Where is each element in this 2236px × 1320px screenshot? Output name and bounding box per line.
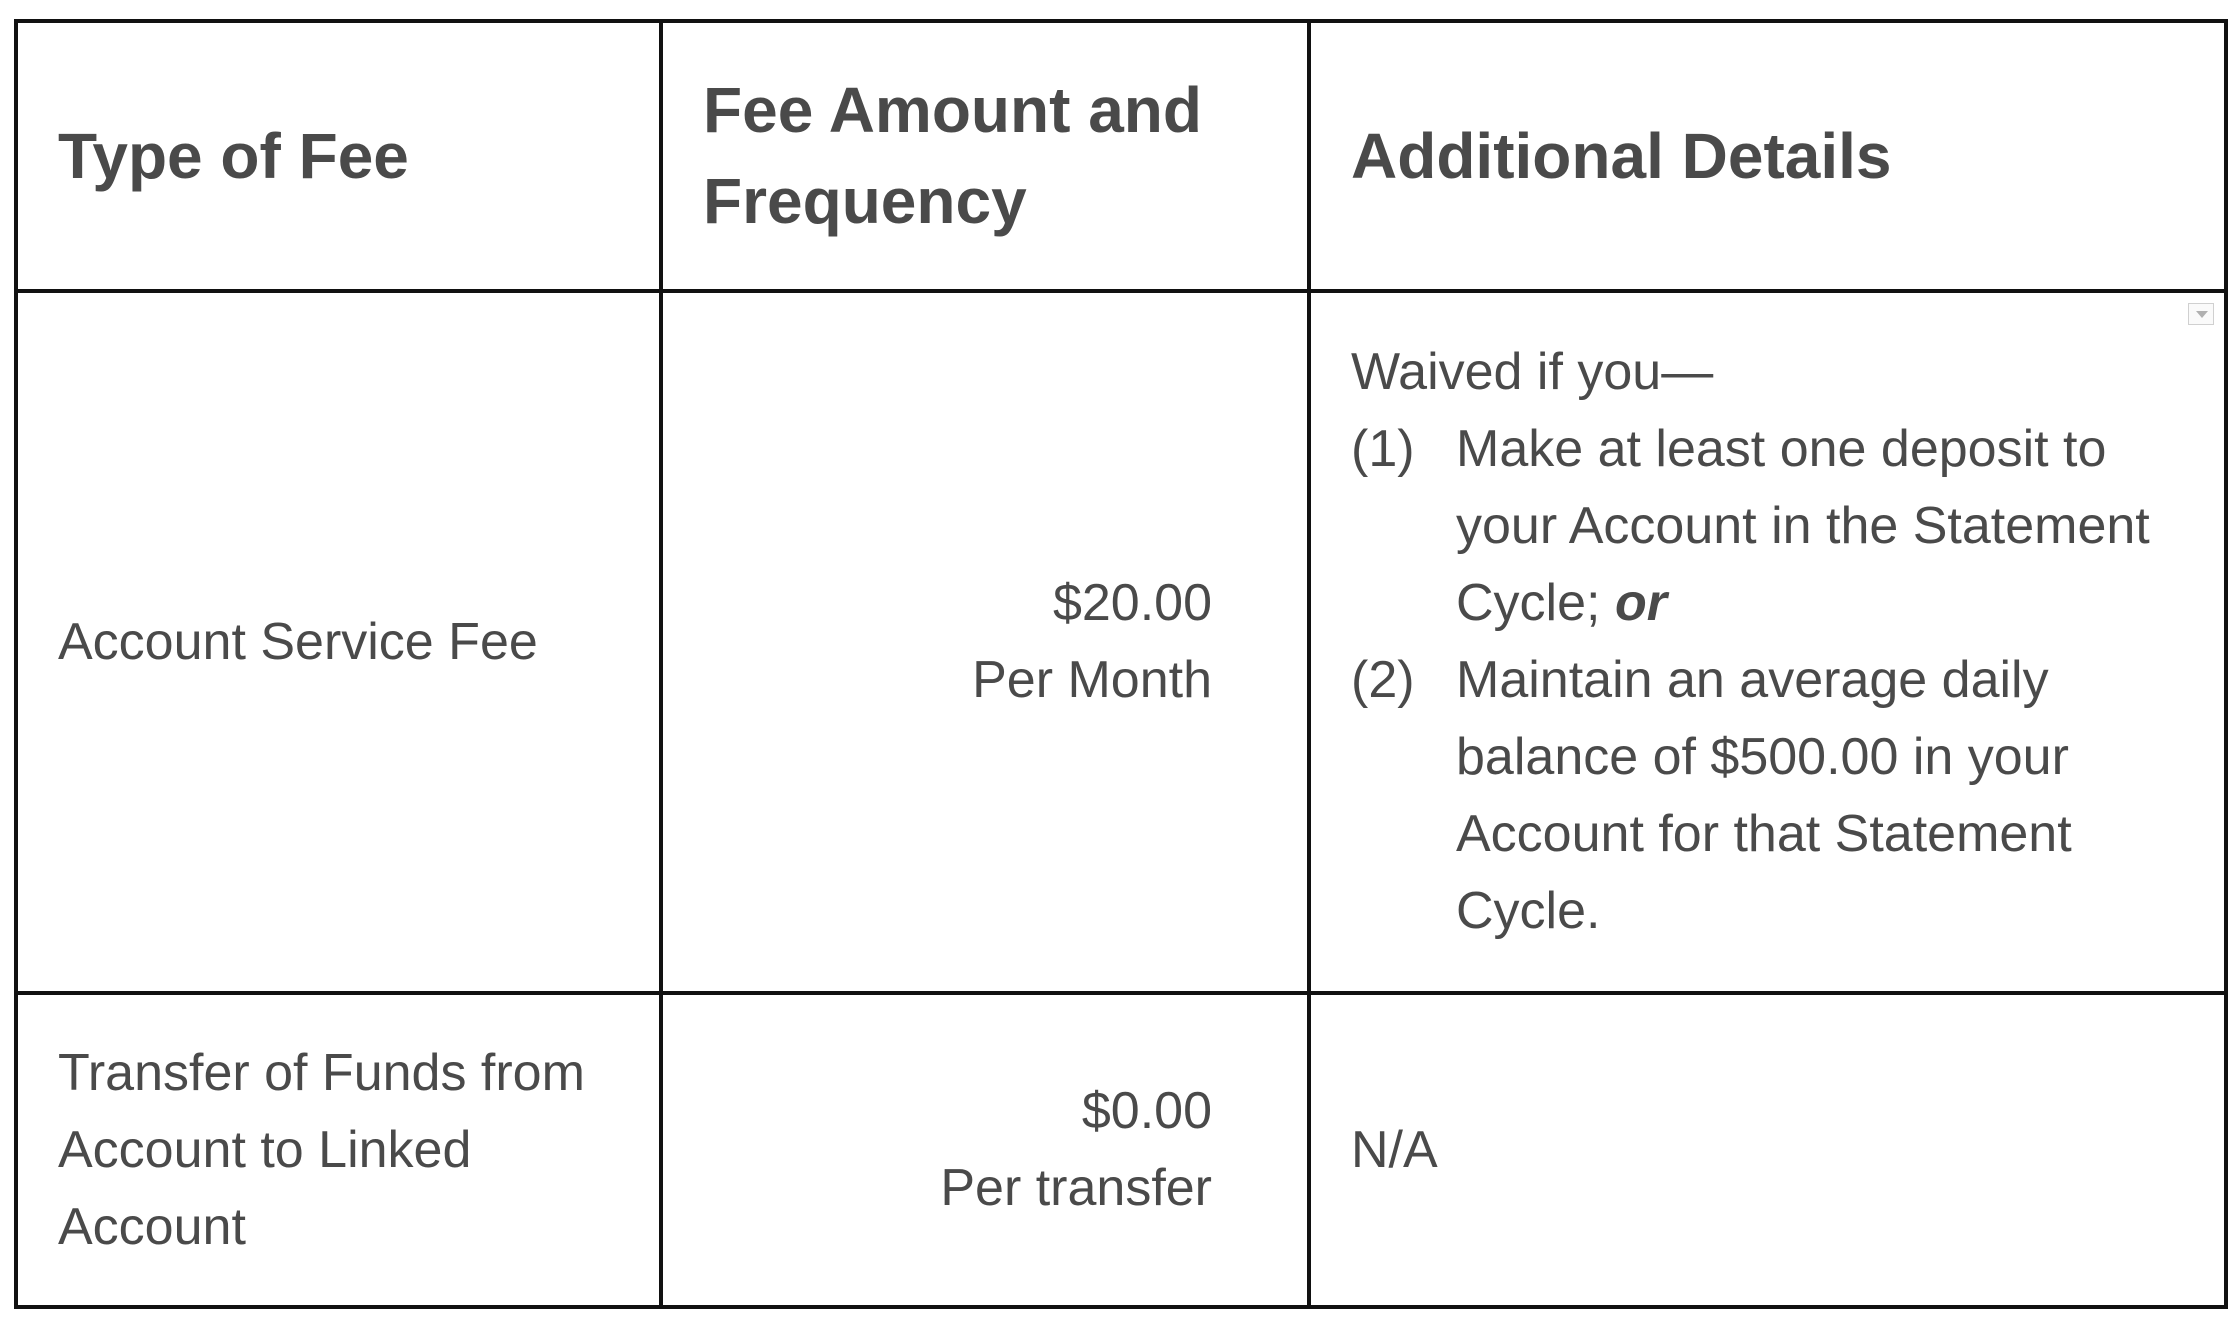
details-intro: Waived if you— (1351, 343, 1714, 401)
header-fee-amount-frequency: Fee Amount and Frequency (661, 21, 1309, 291)
table-header-row (16, 21, 2226, 291)
fee-table (14, 19, 2228, 1309)
list-item-text: Maintain an average daily balance of $500.00 in your Account for that Statement Cycle. (1456, 651, 2072, 940)
fee-type-cell[interactable]: Transfer of Funds from Account to Linked Account (16, 993, 661, 1307)
table-row (16, 993, 2226, 1307)
fee-amount-cell[interactable] (661, 993, 1309, 1307)
waiver-conditions-list (1351, 411, 2184, 950)
fee-amount: $20.00 (1052, 574, 1212, 632)
list-item (1351, 642, 2184, 950)
list-item-number: (1) (1351, 420, 1415, 478)
fee-amount: $0.00 (1081, 1082, 1212, 1140)
fee-details-cell[interactable]: N/A (1309, 993, 2226, 1307)
header-additional-details: Additional Details (1309, 21, 2226, 291)
list-item (1351, 411, 2184, 642)
fee-frequency: Per Month (972, 651, 1212, 709)
fee-details-cell[interactable] (1309, 291, 2226, 993)
fee-type-cell[interactable]: Account Service Fee (16, 291, 661, 993)
list-item-text: Make at least one deposit to your Account in the Statement Cycle; (1456, 420, 2150, 632)
header-type-of-fee: Type of Fee (16, 21, 661, 291)
conjunction-or: or (1614, 574, 1667, 632)
cell-dropdown-icon[interactable] (2188, 303, 2214, 325)
fee-amount-cell[interactable] (661, 291, 1309, 993)
table-row (16, 291, 2226, 993)
fee-frequency: Per transfer (940, 1159, 1212, 1217)
list-item-number: (2) (1351, 651, 1415, 709)
